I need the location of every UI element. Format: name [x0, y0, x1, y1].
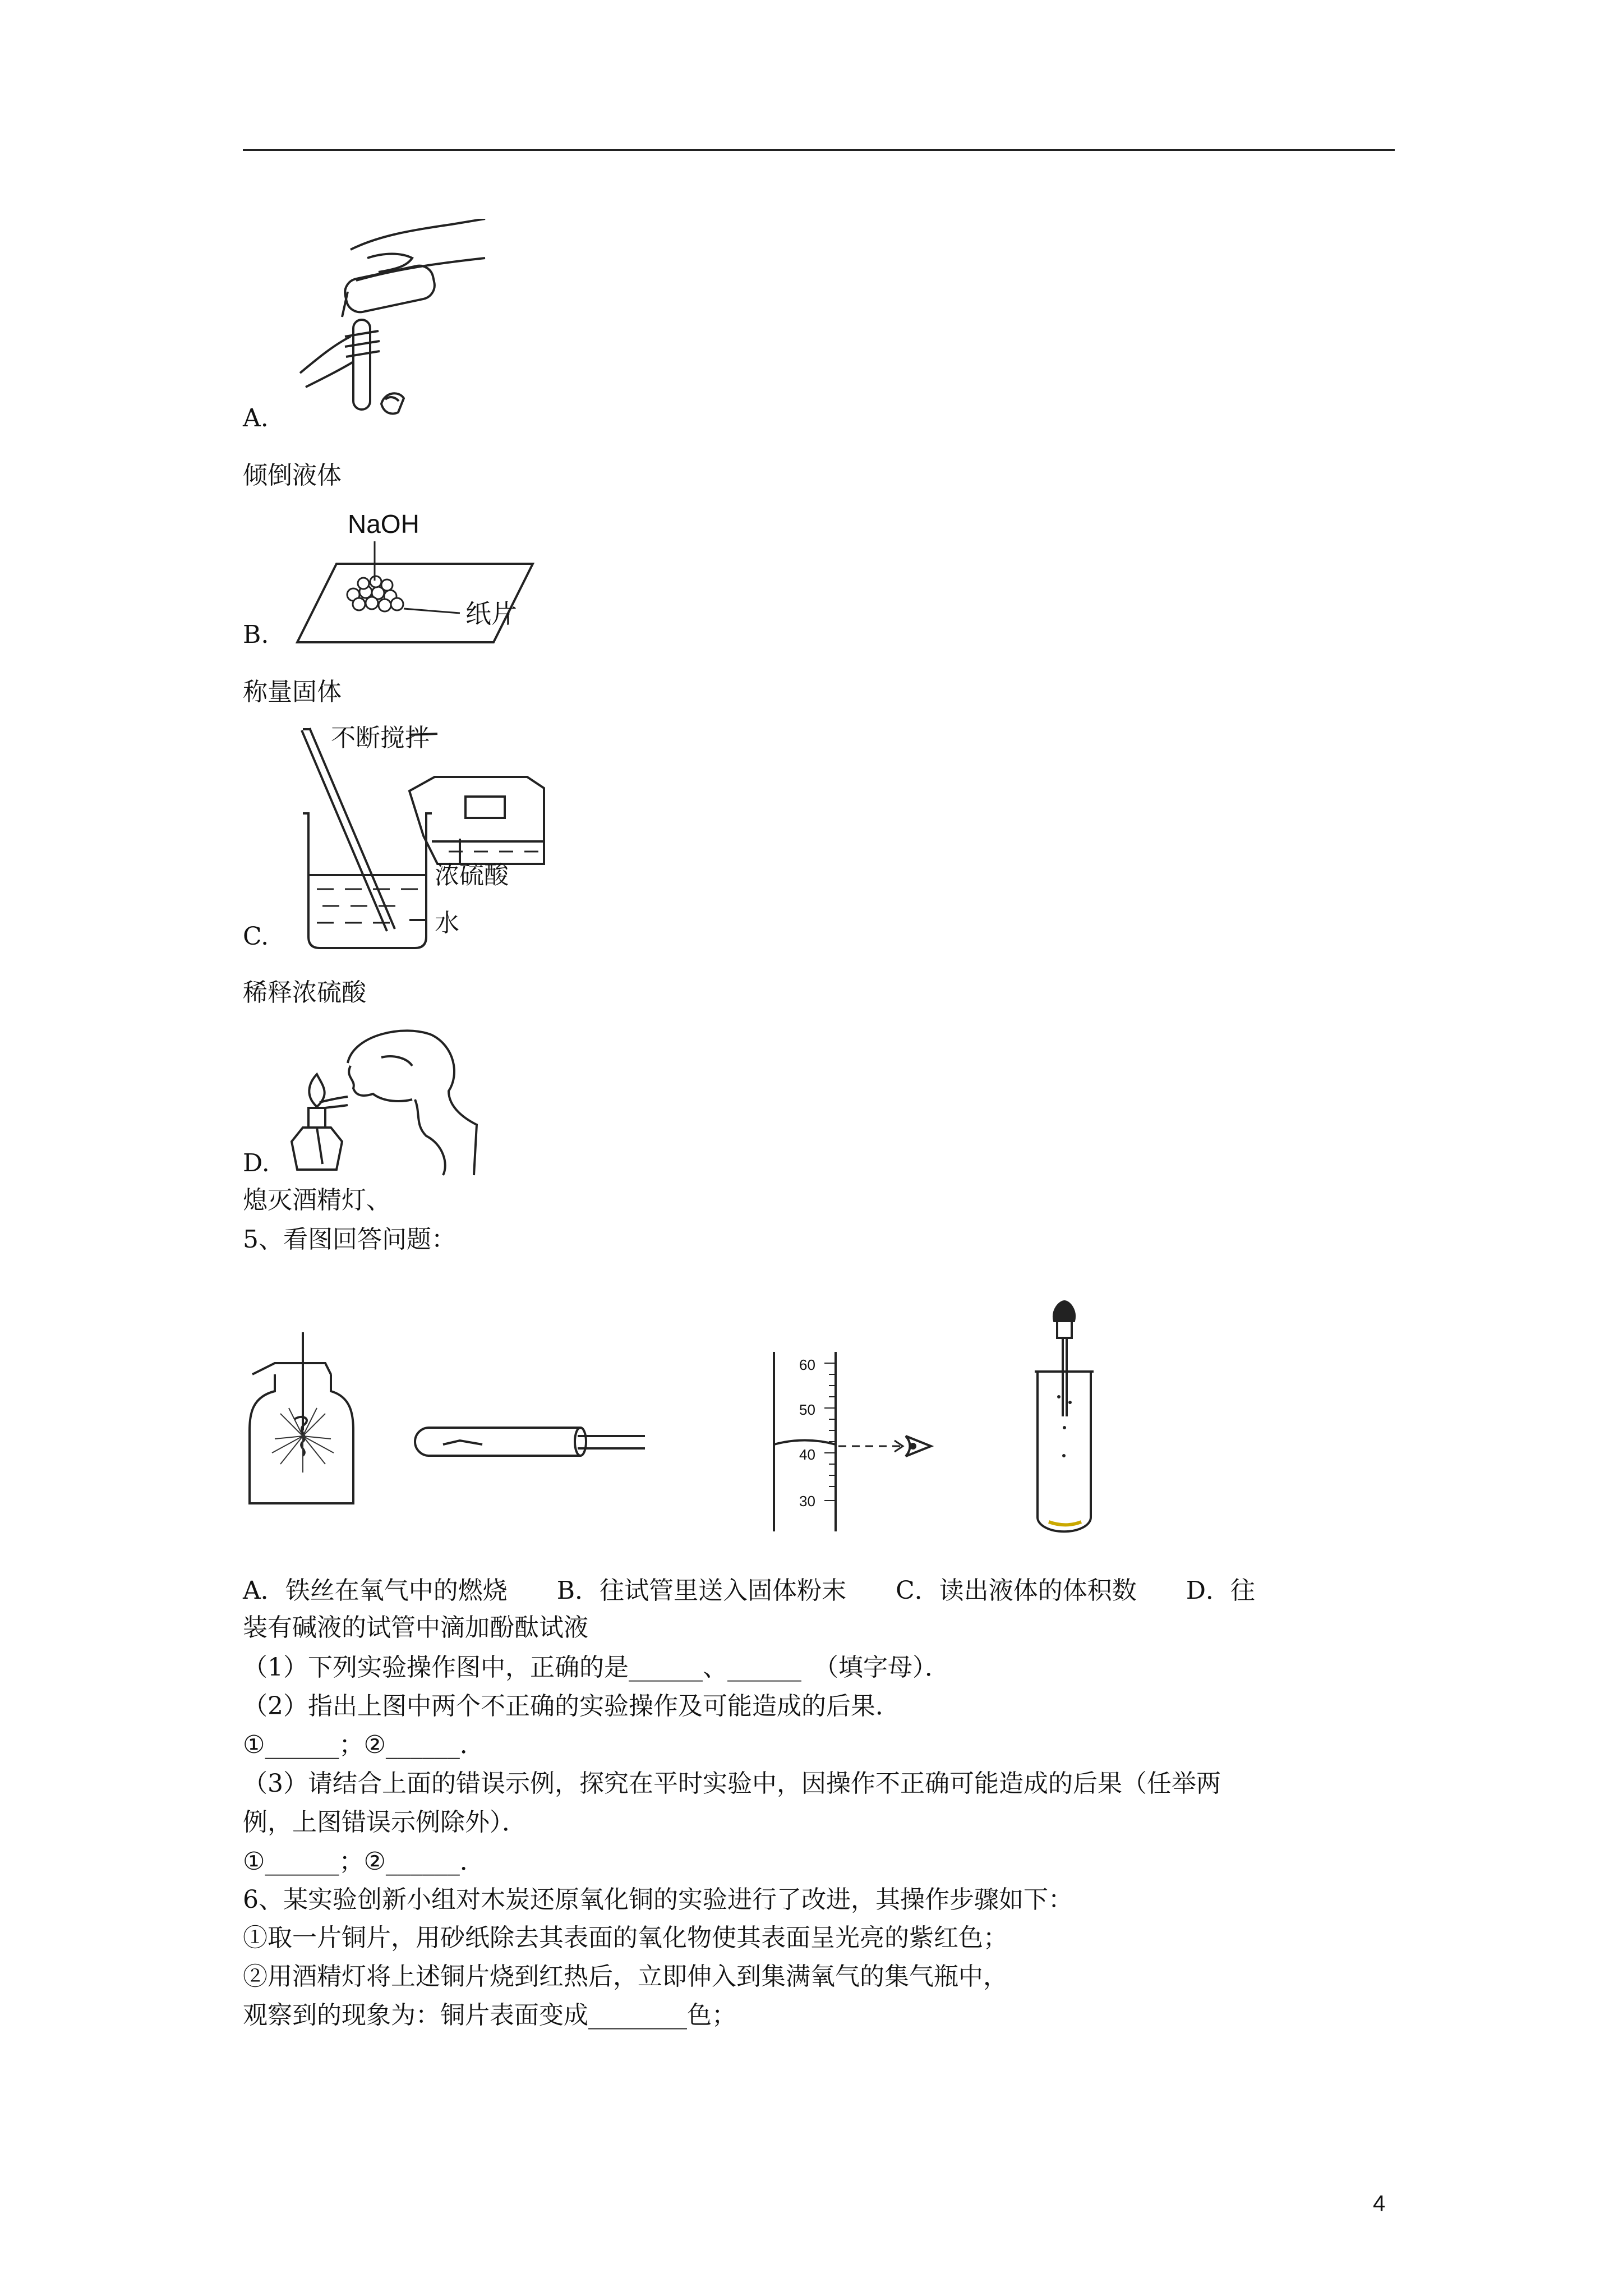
blow-lamp-figure	[280, 1024, 488, 1181]
weigh-solid-figure	[292, 508, 538, 648]
iron-burning-figure	[241, 1329, 365, 1515]
stir-label: 不断搅拌	[331, 724, 430, 752]
tick-30-label: 30	[799, 1493, 815, 1510]
conc-acid-label: 浓硫酸	[435, 862, 509, 889]
tick-60-label: 60	[799, 1356, 815, 1373]
option-c-caption: 稀释浓硫酸	[243, 978, 366, 1007]
q5-sub3-line2: 例，上图错误示例除外）．	[243, 1808, 527, 1837]
option-a-caption: 倾倒液体	[243, 461, 342, 490]
option-a-letter: A.	[243, 404, 269, 432]
page-number: 4	[1373, 2191, 1386, 2216]
q6-step1: ①取一片铜片，用砂纸除去其表面的氧化物使其表面呈光亮的紫红色；	[243, 1924, 1008, 1952]
option-c-letter: C.	[243, 922, 269, 951]
header-rule	[243, 149, 1395, 151]
powder-tube-figure	[409, 1419, 651, 1470]
q5-sub3-line1: （3）请结合上面的错误示例，探究在平时实验中，因操作不正确可能造成的后果（任举两	[243, 1769, 1221, 1798]
dilute-acid-figure	[280, 724, 572, 959]
option-d-caption: 熄灭酒精灯、	[243, 1186, 391, 1214]
option-d-letter: D.	[243, 1149, 270, 1177]
q6-step3: 观察到的现象为：铜片表面变成________色；	[243, 2001, 736, 2030]
q5-title: 5、看图回答问题：	[243, 1225, 456, 1254]
dropper-tube-figure	[1032, 1299, 1099, 1534]
option-b-letter: B.	[243, 620, 269, 649]
q5-sub2-blank: ①______；②______．	[243, 1731, 485, 1759]
naoh-label: NaOH	[348, 509, 419, 539]
tick-40-label: 40	[799, 1446, 815, 1463]
pour-liquid-figure	[283, 219, 496, 426]
tick-50-label: 50	[799, 1401, 815, 1418]
q5-sub1: （1）下列实验操作图中，正确的是______、______ （填字母）．	[243, 1653, 949, 1682]
water-label: 水	[435, 909, 459, 937]
q5-sub3-blank: ①______；②______．	[243, 1847, 485, 1876]
q5-sub2: （2）指出上图中两个不正确的实验操作及可能造成的后果．	[243, 1692, 900, 1720]
option-b-caption: 称量固体	[243, 678, 342, 706]
q6-step2: ②用酒精灯将上述铜片烧到红热后，立即伸入到集满氧气的集气瓶中，	[243, 1962, 1008, 1991]
paper-label: 纸片	[465, 599, 517, 628]
q6-title: 6、某实验创新小组对木炭还原氧化铜的实验进行了改进，其操作步骤如下：	[243, 1885, 1073, 1914]
q5-caption-line1: A．铁丝在氧气中的燃烧 B．往试管里送入固体粉末 C．读出液体的体积数 D．往	[243, 1576, 1256, 1605]
q5-caption-line2: 装有碱液的试管中滴加酚酞试液	[243, 1613, 588, 1642]
cylinder-reading-figure	[768, 1352, 937, 1531]
